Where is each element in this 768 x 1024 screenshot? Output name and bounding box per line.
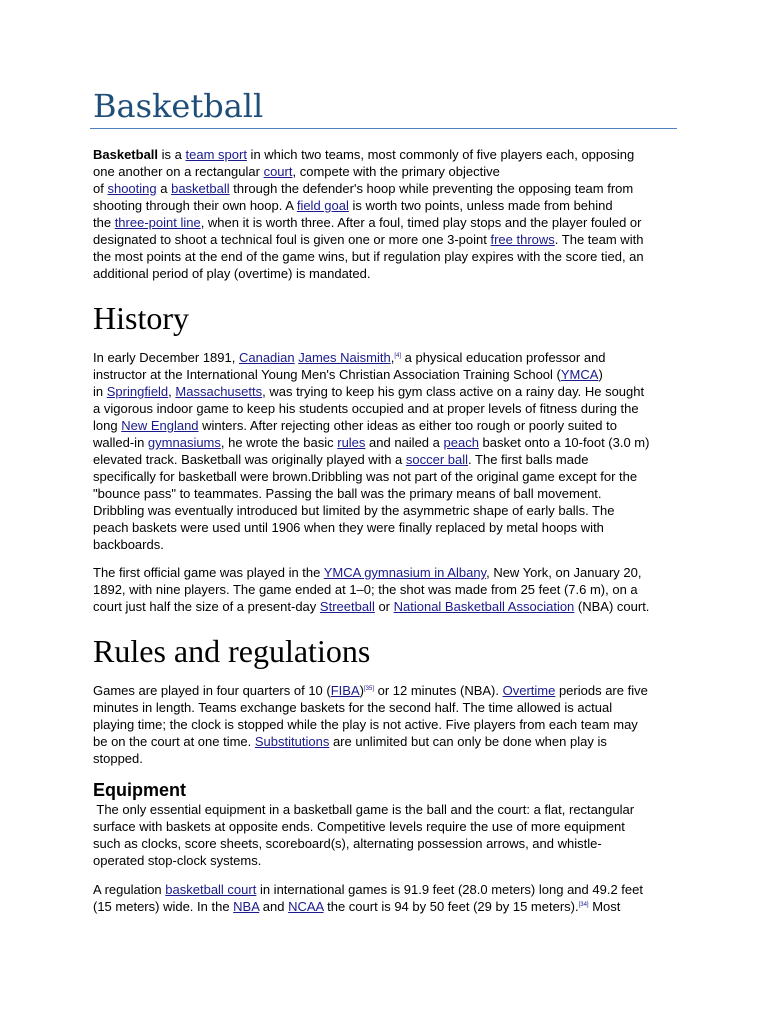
text-line: Dribbling was eventually introduced but limited by the asymmetric shape of early balls. The [93,503,615,518]
title-underline [90,128,677,129]
text-line: stopped. [93,751,143,766]
text-line: a vigorous indoor game to keep his students occupied and at proper levels of fitness during the [93,401,639,416]
link-nba-association[interactable]: National Basketball Association [393,599,575,614]
link-james-naismith[interactable]: James Naismith [298,350,391,365]
text-line: minutes in length. Teams exchange baskets for the second half. The time allowed is actual [93,700,613,715]
text-line: long New England winters. After rejecting other ideas as either too rough or poorly suited to [93,418,617,433]
link-field-goal[interactable]: field goal [296,198,349,213]
text-line: backboards. [93,537,164,552]
link-ymca-gymnasium-albany[interactable]: YMCA gymnasium in Albany [323,565,487,580]
link-canadian[interactable]: Canadian [238,350,295,365]
text-line: the most points at the end of the game wins, but if regulation play expires with the score tied, an [93,249,644,264]
text-line: such as clocks, score sheets, scoreboard(s), alternating possession arrows, and whistle- [93,836,602,851]
text-line: one another on a rectangular court, compete with the primary objective [93,164,500,179]
equipment-paragraph-2 [93,881,643,915]
text-line: walled-in gymnasiums, he wrote the basic rules and nailed a peach basket onto a 10-foot (3.0 m) [93,435,650,450]
link-overtime[interactable]: Overtime [502,683,556,698]
section-heading-rules: Rules and regulations [93,633,371,669]
text-line: additional period of play (overtime) is mandated. [93,266,371,281]
link-free-throws[interactable]: free throws [490,232,555,247]
page-title: Basketball [93,87,264,125]
citation-link[interactable]: [34] [578,902,589,908]
link-nba[interactable]: NBA [233,899,260,914]
text-line: instructor at the International Young Men's Christian Association Training School (YMCA) [93,367,603,382]
link-ymca[interactable]: YMCA [560,367,599,382]
link-three-point-line[interactable]: three-point line [114,215,201,230]
link-shooting[interactable]: shooting [107,181,157,196]
section-heading-history: History [93,300,189,336]
section-heading-equipment: Equipment [93,780,186,800]
link-substitutions[interactable]: Substitutions [254,734,330,749]
text-line: Games are played in four quarters of 10 (FIBA)[35] or 12 minutes (NBA). Overtime periods are five [93,683,648,698]
link-new-england[interactable]: New England [121,418,199,433]
text-line: elevated track. Basketball was originally played with a soccer ball. The first balls made [93,452,589,467]
history-paragraph-1 [93,349,649,553]
text-line: The only essential equipment in a basketball game is the ball and the court: a flat, rectangular [93,802,635,817]
link-fiba[interactable]: FIBA [330,683,360,698]
bold-term: Basketball [93,147,159,162]
text-line: designated to shoot a technical foul is given one or more one 3-point free throws. The team with [93,232,644,247]
text-line: in Springfield, Massachusetts, was trying to keep his gym class active on a rainy day. He sought [93,384,645,399]
text-line: (15 meters) wide. In the NBA and NCAA the court is 94 by 50 feet (29 by 15 meters).[34] Most [93,899,621,914]
text-line: "bounce pass" to teammates. Passing the ball was the primary means of ball movement. [93,486,602,501]
text-line: 1892, with nine players. The game ended at 1–0; the shot was made from 25 feet (7.6 m), on a [93,582,638,597]
link-massachusetts[interactable]: Massachusetts [175,384,263,399]
text-line: The first official game was played in the YMCA gymnasium in Albany, New York, on January 20, [93,565,642,580]
text-line: peach baskets were used until 1906 when they were finally replaced by metal hoops with [93,520,604,535]
text-line: court just half the size of a present-day Streetball or National Basketball Association (NBA) court. [93,599,650,614]
link-peach[interactable]: peach [443,435,479,450]
text-line: Basketball is a team sport in which two teams, most commonly of five players each, opposing [93,147,635,162]
intro-paragraph [93,146,644,282]
link-gymnasiums[interactable]: gymnasiums [147,435,221,450]
link-basketball-court[interactable]: basketball court [165,882,257,897]
citation-link[interactable]: [4] [394,353,402,359]
text-line: shooting through their own hoop. A field goal is worth two points, unless made from behind [93,198,613,213]
equipment-paragraph-1 [93,801,634,869]
text-line: In early December 1891, Canadian James Naismith,[4] a physical education professor and [93,350,606,365]
text-line: specifically for basketball were brown.Dribbling was not part of the original game except for the [93,469,638,484]
link-streetball[interactable]: Streetball [319,599,375,614]
text-line: A regulation basketball court in international games is 91.9 feet (28.0 meters) long and 49.2 feet [93,882,643,897]
text-line: playing time; the clock is stopped while the play is not active. Five players from each team may [93,717,638,732]
text-line: operated stop-clock systems. [93,853,262,868]
rules-paragraph [93,682,648,767]
link-soccer-ball[interactable]: soccer ball [405,452,469,467]
citation-link[interactable]: [35] [363,686,374,692]
history-paragraph-2 [93,564,649,615]
link-rules[interactable]: rules [337,435,366,450]
link-springfield[interactable]: Springfield [106,384,169,399]
text-line: be on the court at one time. Substitutions are unlimited but can only be done when play is [93,734,607,749]
text-line: the three-point line, when it is worth three. After a foul, timed play stops and the player fouled or [93,215,642,230]
link-basketball[interactable]: basketball [171,181,230,196]
text-line: of shooting a basketball through the defender's hoop while preventing the opposing team from [93,181,634,196]
link-team-sport[interactable]: team sport [185,147,247,162]
link-court[interactable]: court [263,164,293,179]
link-ncaa[interactable]: NCAA [288,899,324,914]
text-line: surface with baskets at opposite ends. Competitive levels require the use of more equipment [93,819,625,834]
